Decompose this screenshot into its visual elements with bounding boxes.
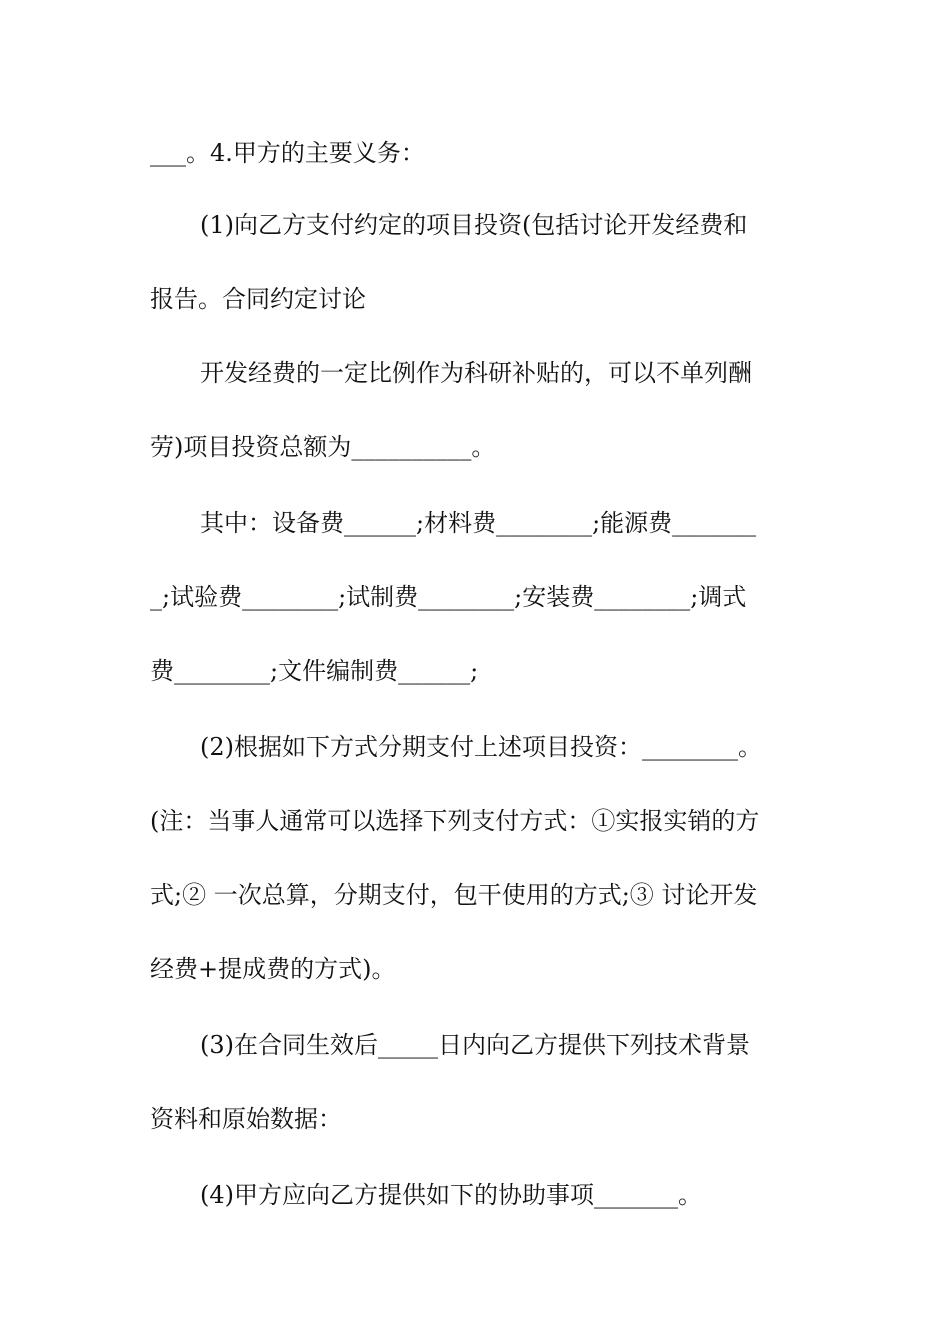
text-line-cost-breakdown-end: 费________;文件编制费______; <box>150 657 479 685</box>
text-line-obligations-heading: ___。4.甲方的主要义务： <box>150 139 425 167</box>
text-line-item1-cont: 报告。合同约定讨论 <box>150 285 366 313</box>
text-line-cost-breakdown-cont: _;试验费________;试制费________;安装费________;调式 <box>150 583 747 611</box>
text-line-note-cont: 式;② 一次总算，分期支付，包干使用的方式;③ 讨论开发 <box>150 881 758 909</box>
text-line-item2: (2)根据如下方式分期支付上述项目投资：________。 <box>200 733 762 761</box>
text-line-cost-breakdown: 其中：设备费______;材料费________;能源费_______ <box>200 509 757 537</box>
text-line-note-start: (注：当事人通常可以选择下列支付方式：①实报实销的方 <box>150 807 760 835</box>
text-line-item3-cont: 资料和原始数据： <box>150 1105 342 1133</box>
text-line-item3: (3)在合同生效后_____日内向乙方提供下列技术背景 <box>200 1031 750 1059</box>
text-line-note-end: 经费+提成费的方式)。 <box>150 955 396 983</box>
text-line-item4: (4)甲方应向乙方提供如下的协助事项_______。 <box>200 1181 702 1209</box>
text-line-total-investment: 劳)项目投资总额为__________。 <box>150 433 496 461</box>
text-line-item1-start: (1)向乙方支付约定的项目投资(包括讨论开发经费和 <box>200 211 748 239</box>
text-line-paragraph-start: 开发经费的一定比例作为科研补贴的，可以不单列酬 <box>200 359 752 387</box>
